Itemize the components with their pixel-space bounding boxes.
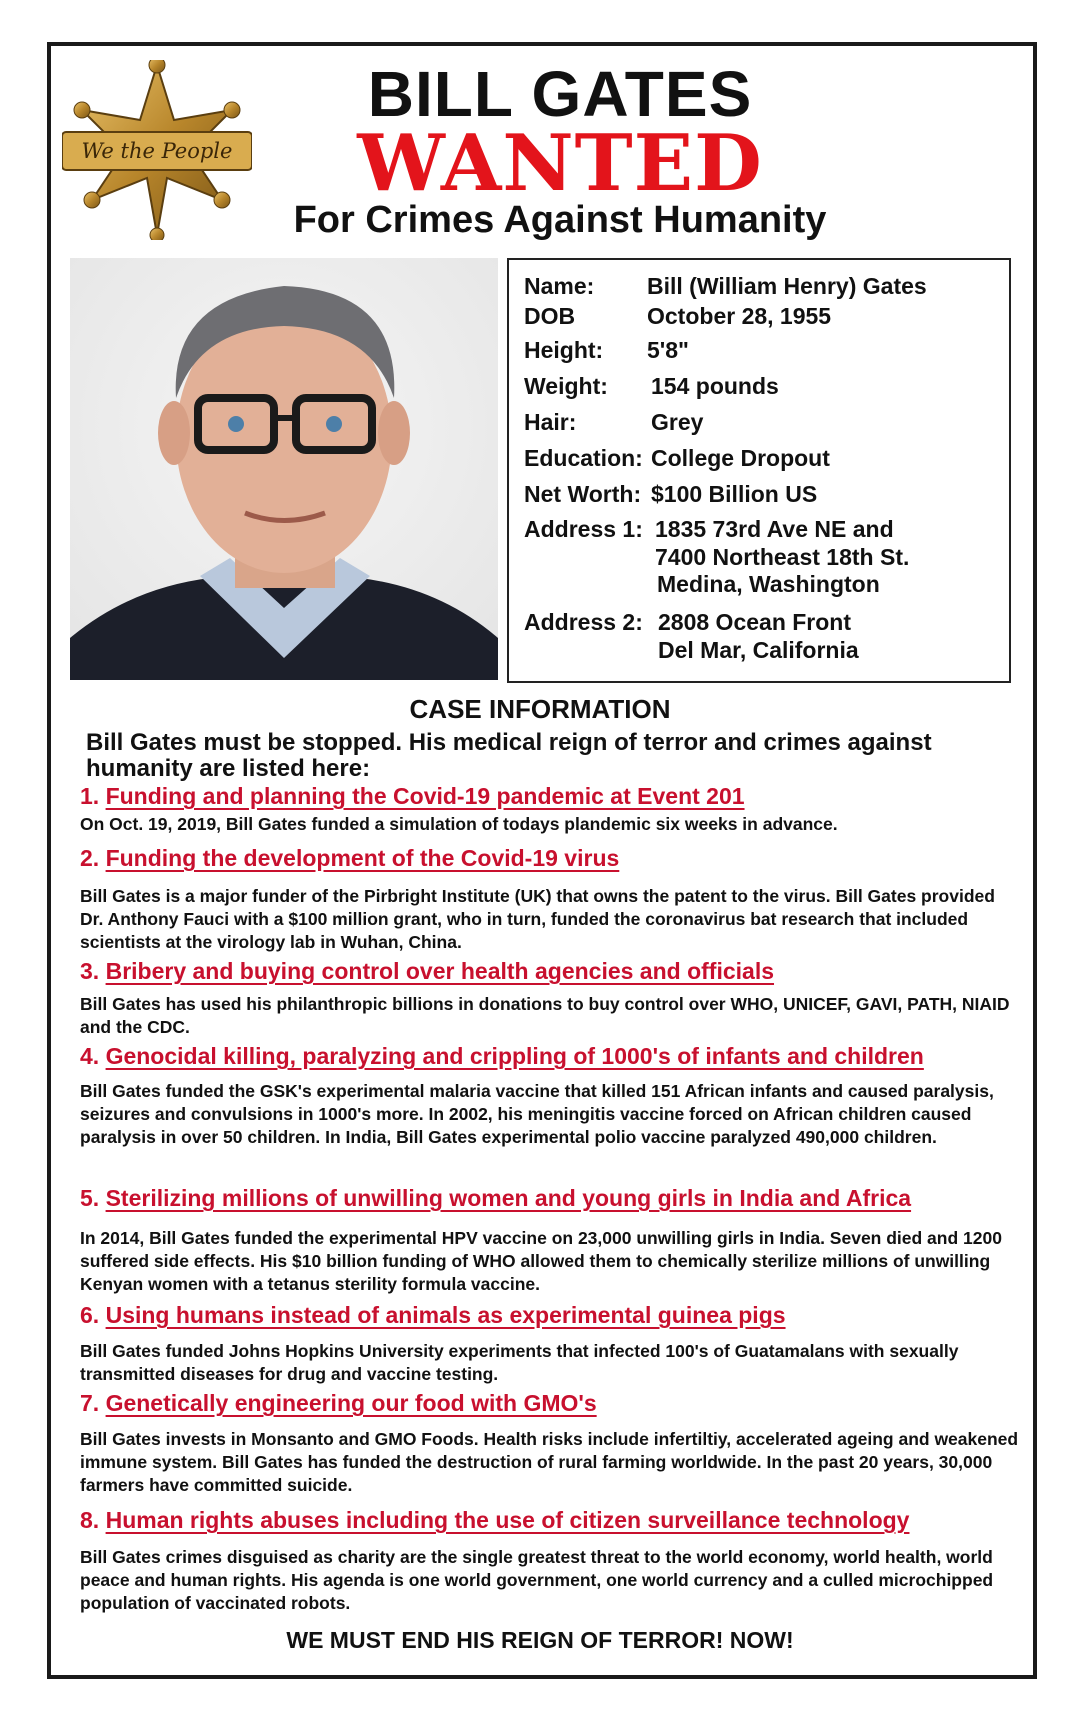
portrait-photo xyxy=(70,258,498,680)
case-item-title: 4. Genocidal killing, paralyzing and crippling of 1000's of infants and children xyxy=(80,1043,924,1069)
case-intro-text: Bill Gates must be stopped. His medical reign of terror and crimes against humanity are listed here: xyxy=(86,729,932,782)
case-item-body: Bill Gates invests in Monsanto and GMO Foods. Health risks include infertiltiy, accelerated ageing and weakened immune system. Bill Gates has funded the destruction of rural farming worldwide. In the past 20 years, 30,000 farmers have committed suicide. xyxy=(80,1429,1019,1495)
closing-statement: WE MUST END HIS REIGN OF TERROR! NOW! xyxy=(286,1627,794,1653)
case-item-title: 3. Bribery and buying control over health agencies and officials xyxy=(80,958,775,984)
badge-text: We the People xyxy=(81,139,233,163)
case-item-body: In 2014, Bill Gates funded the experimental HPV vaccine on 23,000 unwilling girls in India. Seven died and 1200 suffered side effects. His $10 billion funding of WHO allowed them to chemically sterilize millions of unwilling Kenyan women with a tetanus sterility formula vaccine. xyxy=(80,1228,1002,1294)
case-item-body: Bill Gates funded Johns Hopkins University experiments that infected 100's of Guatamalans with sexually transmitted diseases for drug and vaccine testing. xyxy=(80,1341,959,1384)
case-item-title: 2. Funding the development of the Covid-19 virus xyxy=(80,845,620,871)
suspect-info-box: Name: Bill (William Henry) Gates DOB October 28, 1955 Height: 5'8" Weight: 154 pounds Hair: Grey Education: College Dropout Net Worth: $100 Billion US Address 1: 1835 73rd Ave NE and 7400 Northeast 18th St. Medina, Washington Address 2: 2808 Ocean Front Del Mar, California xyxy=(507,258,1011,683)
case-item-title: 6. Using humans instead of animals as experimental guinea pigs xyxy=(80,1302,786,1328)
case-information-heading: CASE INFORMATION xyxy=(409,694,671,724)
sheriff-badge-logo xyxy=(62,60,252,240)
case-item-body: Bill Gates funded the GSK's experimental malaria vaccine that killed 151 African infants and caused paralysis, seizures and convulsions in 1000's more. In 2002, his meningitis vaccine forced on African children caused paralysis in over 50 children. In India, Bill Gates experimental polio vaccine paralyzed 490,000 children. xyxy=(80,1081,994,1147)
case-item-body: On Oct. 19, 2019, Bill Gates funded a simulation of todays plandemic six weeks in advance. xyxy=(80,814,838,834)
case-item-body: Bill Gates has used his philanthropic billions in donations to buy control over WHO, UNICEF, GAVI, PATH, NIAID and the CDC. xyxy=(80,994,1010,1037)
case-item-title: 8. Human rights abuses including the use of citizen surveillance technology xyxy=(80,1507,910,1533)
case-item-title: 1. Funding and planning the Covid-19 pandemic at Event 201 xyxy=(80,783,745,809)
wanted-title: WANTED xyxy=(357,118,763,209)
case-item-title: 7. Genetically engineering our food with GMO's xyxy=(80,1390,597,1416)
poster-subtitle: For Crimes Against Humanity xyxy=(293,199,827,241)
case-item-body: Bill Gates crimes disguised as charity are the single greatest threat to the world economy, world health, world peace and human rights. His agenda is one world government, one world currency and a culled microchipped population of vaccinated robots. xyxy=(80,1547,994,1613)
poster-name-title: BILL GATES xyxy=(367,58,753,130)
case-item-body: Bill Gates is a major funder of the Pirbright Institute (UK) that owns the patent to the virus. Bill Gates provided Dr. Anthony Fauci with a $100 million grant, who in turn, funded the coronavirus bat research that included scientists at the virology lab in Wuhan, China. xyxy=(80,886,995,952)
case-item-title: 5. Sterilizing millions of unwilling women and young girls in India and Africa xyxy=(80,1185,912,1211)
